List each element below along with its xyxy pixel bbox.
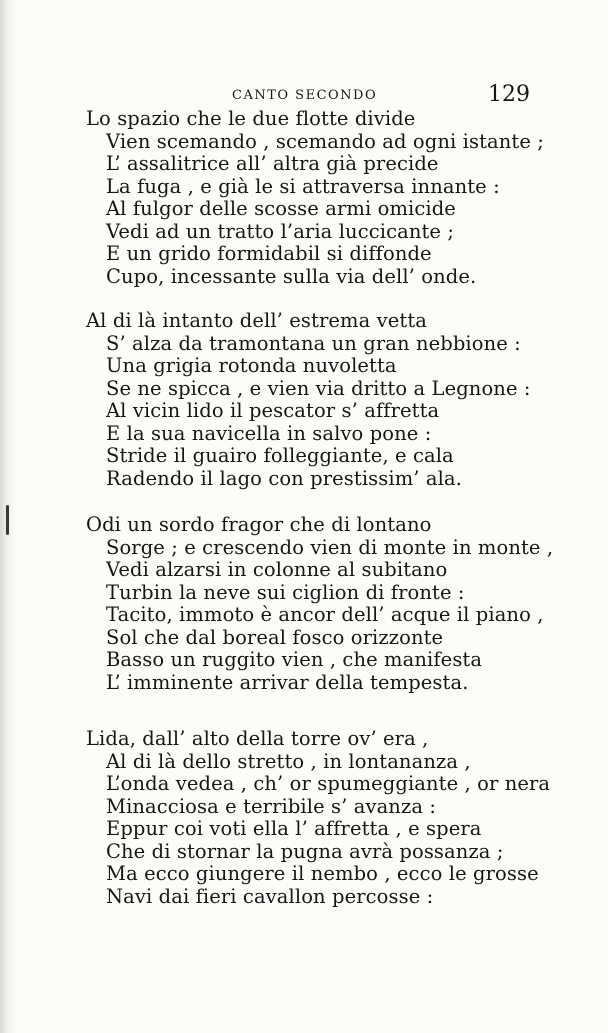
verse-line: E un grido formidabil si diffonde <box>106 242 432 265</box>
verse-line: E la sua navicella in salvo pone : <box>106 421 432 445</box>
verse-line: Al di là intanto dell’ estrema vetta <box>86 309 427 332</box>
verse-line: L’ imminente arrivar della tempesta. <box>106 670 469 694</box>
binding-mark <box>6 505 9 535</box>
verse-line: Radendo il lago con prestissim’ ala. <box>106 466 462 490</box>
verse-line: Stride il guairo folleggiante, e cala <box>106 444 454 467</box>
page-number: 129 <box>488 82 530 107</box>
verse-line: Al fulgor delle scosse armi omicide <box>106 197 456 220</box>
verse-line: S’ alza da tramontana un gran nebbione : <box>106 331 521 355</box>
verse-line: La fuga , e già le si attraversa innante : <box>106 174 500 198</box>
verse-line: Se ne spicca , e vien via dritto a Legnone : <box>106 376 531 400</box>
verse-line: L’ assalitrice all’ altra già precide <box>106 152 439 175</box>
verse-line: Sol che dal boreal fosco orizzonte <box>106 625 444 649</box>
verse-line: Turbin la neve sui ciglion di fronte : <box>106 580 465 604</box>
verse-line: Basso un ruggito vien , che manifesta <box>106 648 483 671</box>
verse-line: Sorge ; e crescendo vien di monte in monte , <box>106 535 554 559</box>
verse-line: Vedi ad un tratto l’aria luccicante ; <box>106 219 455 243</box>
verse-line: Cupo, incessante sulla via dell’ onde. <box>106 264 477 288</box>
verse-line: Che di stornar la pugna avrà possanza ; <box>106 839 504 863</box>
verse-line: Vedi alzarsi in colonne al subitano <box>106 558 448 581</box>
verse-line: L’onda vedea , ch’ or spumeggiante , or nera <box>106 772 551 795</box>
verse-line: Tacito, immoto è ancor dell’ acque il piano , <box>106 603 544 626</box>
verse-line: Eppur coi voti ella l’ affretta , e spera <box>106 817 482 840</box>
verse-line: Lida, dall’ alto della torre ov’ era , <box>86 727 429 750</box>
verse-line: Lo spazio che le due flotte divide <box>86 107 416 130</box>
verse-line: Minacciosa e terribile s’ avanza : <box>106 794 437 818</box>
verse-line: Ma ecco giungere il nembo , ecco le grosse <box>106 862 539 885</box>
verse-line: Vien scemando , scemando ad ogni istante ; <box>106 129 544 153</box>
verse-line: Navi dai fieri cavallon percosse : <box>106 884 434 908</box>
verse-line: Al di là dello stretto , in lontananza , <box>106 749 471 773</box>
running-title: CANTO SECONDO <box>232 88 378 103</box>
verse-line: Una grigia rotonda nuvoletta <box>106 354 397 377</box>
verse-line: Odi un sordo fragor che di lontano <box>86 513 432 536</box>
verse-line: Al vicin lido il pescator s’ affretta <box>106 399 440 422</box>
